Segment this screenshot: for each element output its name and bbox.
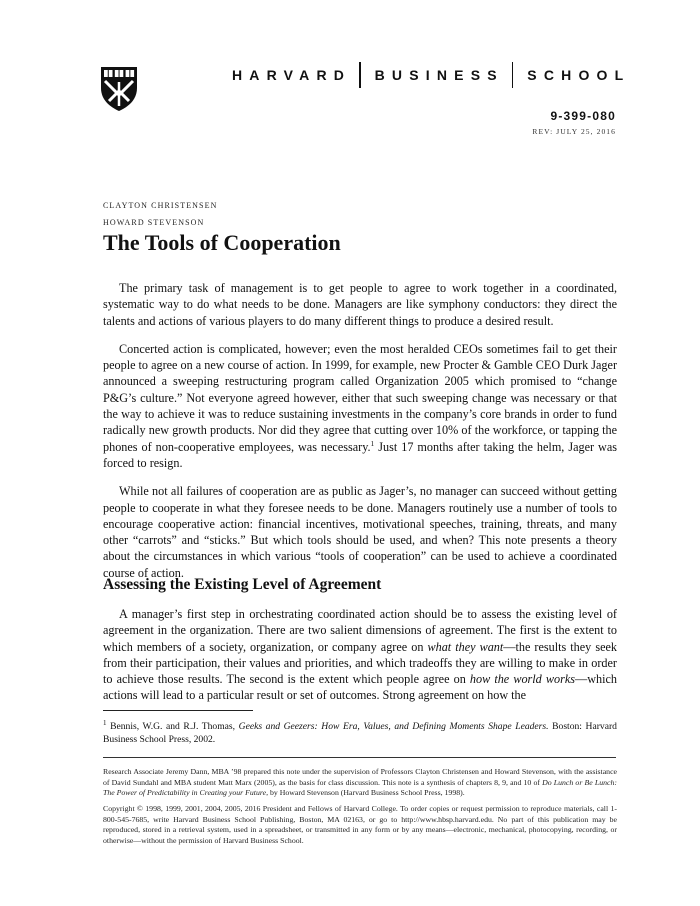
copyright-notice: Copyright © 1998, 1999, 2001, 2004, 2005, 2016 President and Fellows of Harvard College. To order copies or request permission to reproduce materials, call 1-800-545-7685, write Harvard Business School Publishing, Boston, MA 02163, or go to http://www.hbsp.harvard.edu. No part of this publication may be reproduced, stored in a retrieval system, used in a spreadsheet, or transmitted in any form or by any means—electronic, mechanical, photocopying, recording, or otherwise—without the permission of Harvard Business School.: [103, 804, 617, 845]
school-name-business: BUSINESS: [374, 67, 504, 83]
body-text: [103, 280, 617, 593]
document-title: The Tools of Cooperation: [103, 230, 341, 255]
paragraph: The primary task of management is to get people to agree to work together in a coordinated, systematic way to do what needs to be done. Managers are like symphony conductors: they direct the talents and actions of various players to do many different things to produce a desired result.: [103, 281, 617, 328]
footnote: $^1$ Bennis, W.G. and R.J. Thomas, Geeks and Geezers: How Era, Values, and Defining Moments Shape Leaders. Boston: Harvard Business School Press, 2002.: [103, 718, 617, 745]
author-list: [103, 198, 217, 231]
section-heading: Assessing the Existing Level of Agreement: [103, 576, 382, 593]
author-name: HOWARD STEVENSON: [103, 217, 205, 227]
divider: [359, 62, 361, 88]
research-note: Research Associate Jeremy Dann, MBA ’98 prepared this note under the supervision of Professors Clayton Christensen and Howard Stevenson, with the assistance of David Sundahl and MBA student Matt Marx (2005), as the basis for class discussion. This note is a synthesis of chapters 8, 9, and 10 of Do Lunch or Be Lunch: The Power of Predictability in Creating your Future, by Howard Stevenson (Harvard Business School Press, 1998).: [103, 767, 617, 797]
paragraph: A manager’s first step in orchestrating coordinated action should be to assess the existing level of agreement in the organization. There are two salient dimensions of agreement. The first is the extent to which members of a society, organization, or company agree on what they want—the results they seek from their participation, their values and priorities, and which tradeoffs they are willing to make in order to achieve those results. The second is the extent which people agree on how the world works—which actions will lead to a particular result or set of outcomes. Strong agreement on how the: [103, 607, 617, 703]
legal-divider: [103, 757, 616, 758]
school-name-school: SCHOOL: [527, 67, 631, 83]
paragraph: While not all failures of cooperation are as public as Jager’s, no manager can succeed without getting people to cooperate in what they foresee needs to be done. Managers routinely use a number of tools to encourage cooperative action: financial incentives, motivational speeches, training, threats, and many other “carrots” and “sticks.” But which tools should be used, and when? This note presents a theory about the circumstances in which various “tools of cooperation” can be used to achieve a coordinated course of action.: [103, 484, 617, 580]
harvard-shield-icon: [100, 66, 138, 112]
school-name-harvard: HARVARD: [232, 67, 352, 83]
divider: [512, 62, 514, 88]
footnote-number: 1: [103, 718, 107, 727]
author-name: CLAYTON CHRISTENSEN: [103, 201, 218, 210]
footnote-reference: 1: [370, 438, 375, 448]
paragraph: Concerted action is complicated, however; even the most heralded CEOs sometimes fail to get their people to agree on a new course of action. In 1999, for example, new Procter & Gamble CEO Durk Jager announced a sweeping restructuring program called Organization 2005 which promised to “change P&G’s culture.” Not everyone agreed however, either that such sweeping change was necessary or that the way to achieve it was to reduce sustaining investments in the company’s core brands in order to fund radically new growth products. Nor did they agree that cutting over 10% of the workforce, or tapping the phones of non-cooperative employees, was necessary.$^1$ Just 17 months after taking the helm, Jager was forced to resign.: [103, 341, 617, 470]
document-number: 9-399-080: [550, 109, 616, 123]
body-text-section: [103, 606, 617, 716]
footnote-divider: [103, 710, 253, 711]
revision-date: REV: JULY 25, 2016: [532, 127, 616, 136]
school-name: [232, 62, 630, 88]
